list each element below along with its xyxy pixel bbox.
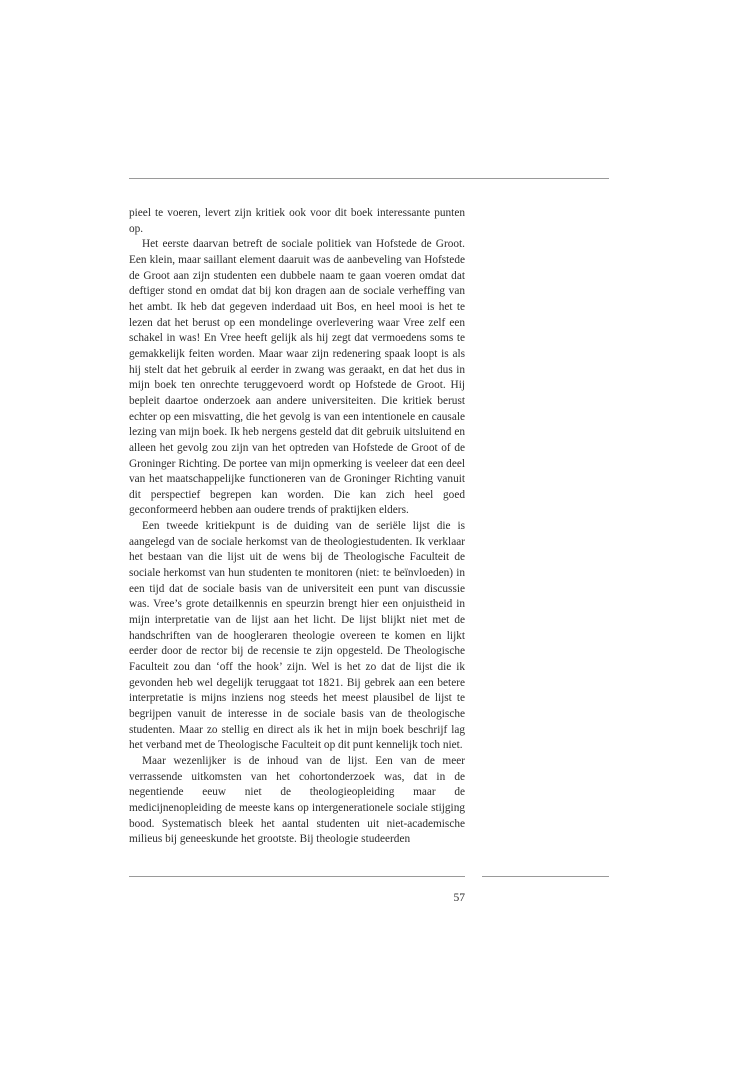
footer-rule-left bbox=[129, 876, 465, 877]
paragraph-seriele-lijst: Een tweede kritiekpunt is de duiding van de seriële lijst die is aangelegd van de sociale herkomst van de theologiestudenten. Ik verklaar het bestaan van die lijst uit de wens bij de Theologische Faculteit de sociale herkomst van hun studenten te monitoren (niet: te beïnvloeden) in een tijd dat de sociale basis van de universiteit een punt van discussie was. Vree’s grote detailkennis en speurzin brengt hier een onjuistheid in mijn interpretatie van de lijst aan het licht. De lijst blijkt niet met de handschriften van de hoogleraren theologie overeen te komen en lijkt eerder door de rector bij de recensie te zijn opgesteld. De Theologische Faculteit zou dan ‘off the hook’ zijn. Wel is het zo dat de lijst die ik gevonden heb wel degelijk teruggaat tot 1821. Bij gebrek aan een betere interpretatie is mijns inziens nog steeds het meest plausibel de lijst te begrijpen vanuit de interesse in de sociale basis van de theologische studenten. Maar zo stellig en direct als ik het in mijn boek beschrijf lag het verband met de Theologische Faculteit op dit punt kennelijk toch niet. bbox=[129, 520, 465, 752]
paragraph-hofstede: Het eerste daarvan betreft de sociale politiek van Hofstede de Groot. Een klein, maar saillant element daaruit was de aanbeveling van Hofstede de Groot aan zijn studenten een dubbele naam te gaan voeren omdat dat deftiger stond en omdat dat bij kon dragen aan de sociale verheffing van het ambt. Ik heb dat gegeven inderdaad uit Bos, en heel mooi is het te lezen dat het berust op een mondelinge overlevering waar Vree zelf een schakel in was! En Vree heeft gelijk als hij zegt dat vermoedens soms te gemakkelijk feiten worden. Maar waar zijn redenering spaak loopt is als hij stelt dat het gebruik al eerder in zwang was geraakt, en dat het dus in mijn boek ten onrechte teruggevoerd wordt op Hofstede de Groot. Hij bepleit daartoe onderzoek aan andere universiteiten. Die kritiek berust echter op een misvatting, die het gevolg is van een intentionele en causale lezing van mijn boek. Ik heb nergens gesteld dat dit gebruik uitsluitend en alleen het gevolg zou zijn van het optreden van Hofstede de Groot of de Groninger Richting. De portee van mijn opmerking is veeleer dat een deel van het maatschappelijke functioneren van de Groninger Richting vanuit dit perspectief begrepen kan worden. Die kan zich heel goed geconformeerd hebben aan oudere trends of praktijken elders. bbox=[129, 238, 465, 517]
paragraph-continuation: pieel te voeren, levert zijn kritiek ook voor dit boek interessante punten op. bbox=[129, 207, 465, 235]
page-number: 57 bbox=[453, 892, 465, 904]
body-text bbox=[129, 206, 465, 848]
header-rule bbox=[129, 178, 609, 179]
paragraph-inhoud-lijst: Maar wezenlijker is de inhoud van de lijst. Een van de meer verrassende uitkomsten van het cohortonderzoek was, dat in de negentiende eeuw niet de theologieopleiding maar de medicijnenopleiding de meeste kans op intergenerationele sociale stijging bood. Systematisch bleek het aantal studenten uit niet-academische milieus bij geneeskunde het grootste. Bij theologie studeerden bbox=[129, 754, 465, 846]
footer-rule-right bbox=[482, 876, 609, 877]
